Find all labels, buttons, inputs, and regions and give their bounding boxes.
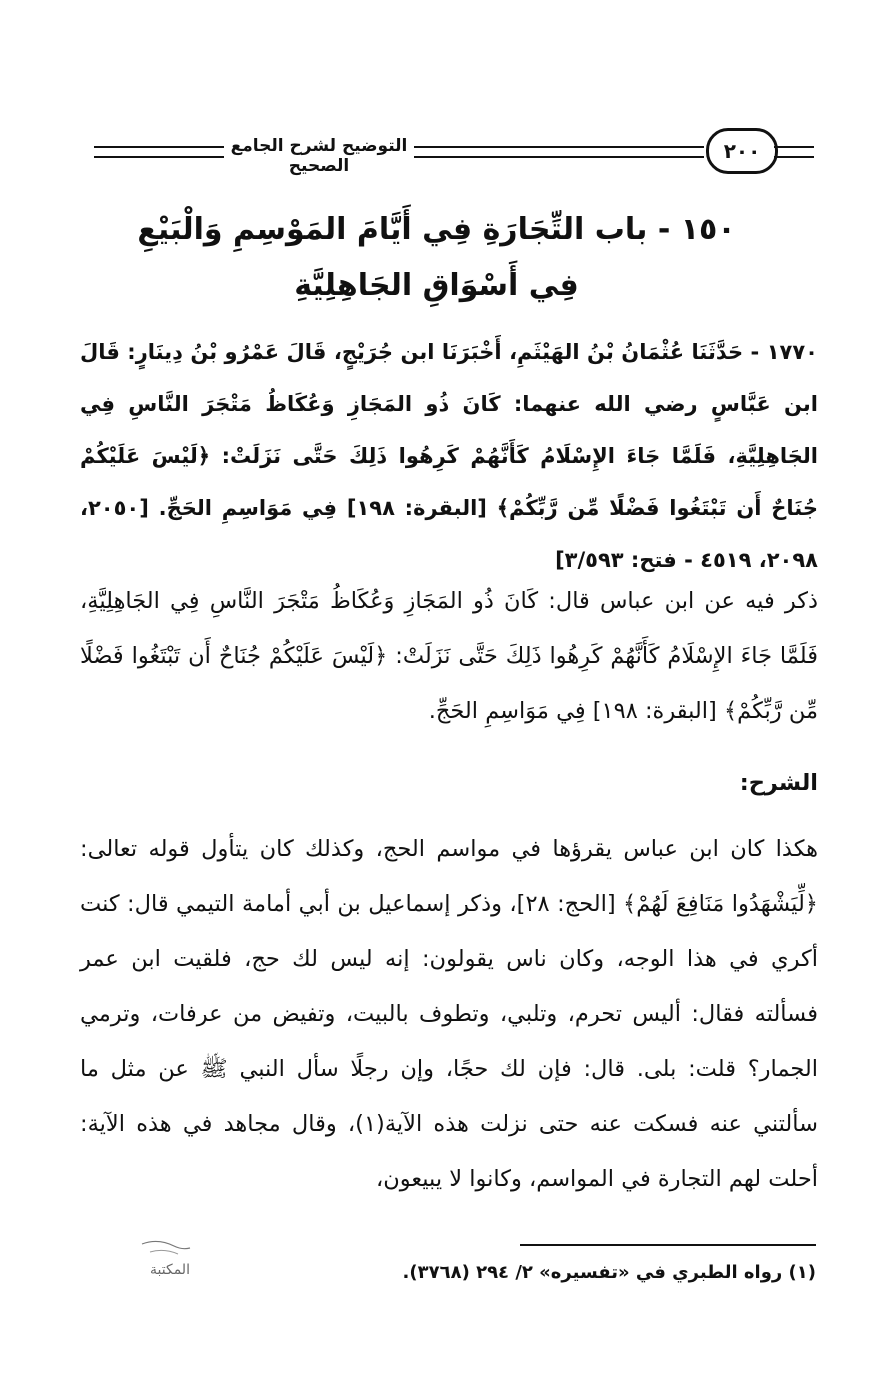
commentary-text: ذكر فيه عن ابن عباس قال: كَانَ ذُو المَجَازِ وَعُكَاظُ مَتْجَرَ النَّاسِ فِي الجَاهِلِيَّةِ، فَلَمَّا جَاءَ الإِسْلَامُ كَأَنَّهُمْ كَرِهُوا ذَلِكَ حَتَّى نَزَلَتْ: ﴿لَيْسَ عَلَيْكُمْ جُنَاحٌ أَن تَبْتَغُوا فَضْلًا مِّن رَّبِّكُمْ﴾ [البقرة: ١٩٨] فِي مَوَاسِمِ الحَجِّ.	[80, 588, 818, 724]
page-header	[84, 128, 814, 178]
stamp-text: المكتبة	[150, 1262, 190, 1278]
library-stamp	[130, 1236, 210, 1296]
hadith-text: ١٧٧٠ - حَدَّثَنَا عُثْمَانُ بْنُ الهَيْثَمِ، أَخْبَرَنَا ابن جُرَيْجٍ، قَالَ عَمْرُو بْنُ دِينَارٍ: قَالَ ابن عَبَّاسٍ رضي الله عنهما: كَانَ ذُو المَجَازِ وَعُكَاظُ مَتْجَرَ النَّاسِ فِي الجَاهِلِيَّةِ، فَلَمَّا جَاءَ الإِسْلَامُ كَأَنَّهُمْ كَرِهُوا ذَلِكَ حَتَّى نَزَلَتْ: ﴿لَيْسَ عَلَيْكُمْ جُنَاحٌ أَن تَبْتَغُوا فَضْلًا مِّن رَّبِّكُمْ﴾ [البقرة: ١٩٨] فِي مَوَاسِمِ الحَجِّ. [٢٠٥٠، ٢٠٩٨، ٤٥١٩ - فتح: ٣/٥٩٣]	[80, 340, 818, 572]
sharh-heading: الشرح:	[739, 770, 818, 796]
footnote: (١) رواه الطبري في «تفسيره» ٢/ ٢٩٤ (٣٧٦٨).	[402, 1262, 816, 1283]
chapter-title	[80, 202, 793, 314]
header-rule-middle	[414, 146, 704, 158]
running-title: التوضيح لشرح الجامع الصحيح	[230, 136, 408, 176]
footnote-separator	[520, 1244, 816, 1246]
chapter-title-line2: فِي أَسْوَاقِ الجَاهِلِيَّةِ	[294, 268, 579, 303]
page-number: ٢٠٠	[706, 128, 778, 174]
sharh-text: هكذا كان ابن عباس يقرؤها في مواسم الحج، وكذلك كان يتأول قوله تعالى: ﴿لِّيَشْهَدُوا مَنَافِعَ لَهُمْ﴾ [الحج: ٢٨]، وذكر إسماعيل بن أبي أمامة التيمي قال: كنت أكري في هذا الوجه، وكان ناس يقولون: إنه ليس لك حج، فلقيت ابن عمر فسألته فقال: أليس تحرم، وتلبي، وتطوف بالبيت، وتفيض من عرفات، وترمي الجمار؟ قلت: بلى. قال: فإن لك حجًا، وإن رجلًا سأل النبي ﷺ عن مثل ما سألتني عنه فسكت عنه حتى نزلت هذه الآية(١)، وقال مجاهد في هذه الآية: أحلت لهم التجارة في المواسم، وكانوا لا يبيعون،	[80, 836, 818, 1192]
chapter-title-line1: ١٥٠ - باب التِّجَارَةِ فِي أَيَّامَ المَوْسِمِ وَالْبَيْعِ	[137, 212, 736, 247]
header-rule-left	[94, 146, 224, 158]
header-rule-right	[774, 146, 814, 158]
